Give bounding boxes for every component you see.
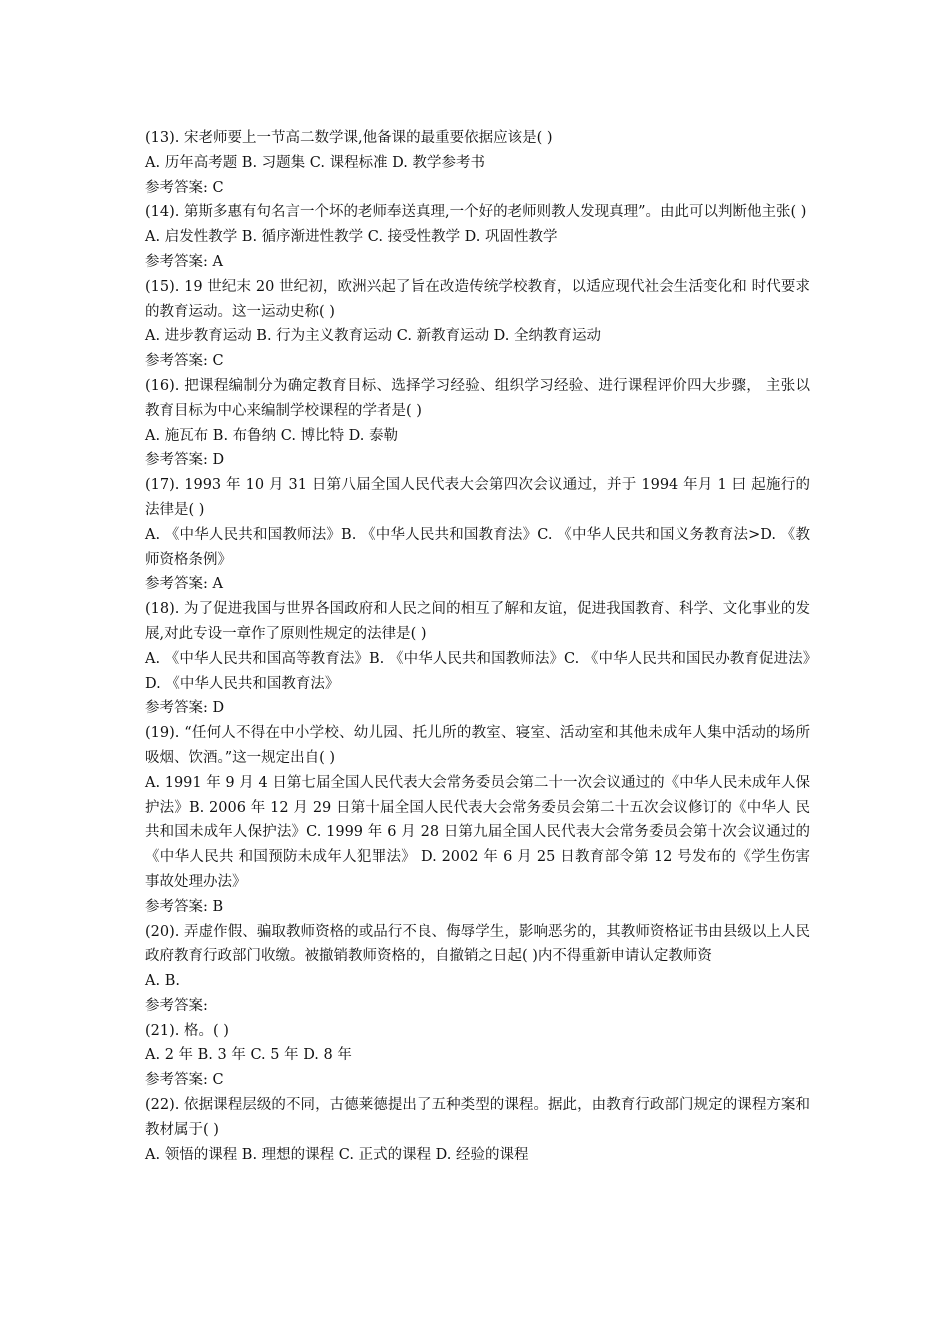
question-19: [145, 721, 810, 919]
question-options: A. 《中华人民共和国高等教育法》B. 《中华人民共和国教师法》C. 《中华人民共和国民办教育促进法》D. 《中华人民共和国教育法》: [145, 650, 810, 692]
question-answer: 参考答案:: [145, 997, 208, 1014]
question-answer: 参考答案: C: [145, 353, 224, 370]
question-stem: (14). 第斯多惠有句名言一个坏的老师奉送真理,一个好的老师则教人发现真理”。由此可以判断他主张( ): [145, 204, 807, 221]
question-answer: 参考答案: C: [145, 179, 224, 196]
question-answer: 参考答案: D: [145, 452, 225, 469]
question-stem: (18). 为了促进我国与世界各国政府和人民之间的相互了解和友谊，促进我国教育、科学、文化事业的发展,对此专设一章作了原则性规定的法律是( ): [145, 601, 810, 642]
question-answer: 参考答案: C: [145, 1072, 224, 1089]
question-answer: 参考答案: A: [145, 253, 223, 270]
question-options: A. B.: [145, 973, 180, 990]
question-options: A. 《中华人民共和国教师法》B. 《中华人民共和国教育法》C. 《中华人民共和国义务教育法>D. 《教师资格条例》: [145, 526, 810, 568]
question-14: [145, 200, 810, 274]
question-stem: (20). 弄虚作假、骗取教师资格的或品行不良、侮辱学生，影响恶劣的，其教师资格证书由县级以上人民政府教育行政部门收缴。被撤销教师资格的，自撤销之日起( )内不得重新申请认定教师资: [145, 923, 810, 965]
question-options: A. 领悟的课程 B. 理想的课程 C. 正式的课程 D. 经验的课程: [145, 1146, 529, 1163]
question-22: [145, 1093, 810, 1167]
question-stem: (22). 依据课程层级的不同，古德莱德提出了五种类型的课程。据此，由教育行政部门规定的课程方案和教材属于( ): [145, 1097, 810, 1138]
question-answer: 参考答案: A: [145, 576, 223, 593]
question-stem: (13). 宋老师要上一节高二数学课,他备课的最重要依据应该是( ): [145, 130, 553, 146]
question-options: A. 1991 年 9 月 4 日第七届全国人民代表大会常务委员会第二十一次会议通过的《中华人民未成年人保护法》B. 2006 年 12 月 29 日第十届全国人民代表大会常务委员会第二十五次会议修订的《中华人 民共和国未成年人保护法》C. 1999 年 6 月 28 日第九届全国人民代表大会常务委员会第十次会议通过的《中华人民共 和国预防未成年人犯罪法》 D. 2002 年 6 月 25 日教育部令第 12 号发布的《学生伤害事故处理办法》: [145, 774, 810, 890]
question-15: [145, 275, 810, 374]
question-13: [145, 126, 810, 200]
question-stem: (16). 把课程编制分为确定教育目标、选择学习经验、组织学习经验、进行课程评价四大步骤， 主张以教育目标为中心来编制学校课程的学者是( ): [145, 377, 810, 419]
question-18: [145, 597, 810, 721]
question-17: [145, 473, 810, 597]
question-options: A. 历年高考题 B. 习题集 C. 课程标准 D. 教学参考书: [145, 154, 486, 171]
question-20: [145, 920, 810, 1019]
question-answer: 参考答案: D: [145, 700, 225, 717]
question-stem: (19). “任何人不得在中小学校、幼儿园、托儿所的教室、寝室、活动室和其他未成年人集中活动的场所吸烟、饮酒。”这一规定出自( ): [145, 725, 810, 766]
question-stem: (15). 19 世纪末 20 世纪初，欧洲兴起了旨在改造传统学校教育，以适应现代社会生活变化和 时代要求的教育运动。这一运动史称( ): [145, 278, 810, 320]
question-answer: 参考答案: B: [145, 898, 224, 915]
question-16: [145, 374, 810, 473]
question-21: [145, 1019, 810, 1093]
question-options: A. 施瓦布 B. 布鲁纳 C. 博比特 D. 泰勒: [145, 427, 399, 444]
question-options: A. 启发性教学 B. 循序渐进性教学 C. 接受性教学 D. 巩固性教学: [145, 229, 558, 246]
question-options: A. 2 年 B. 3 年 C. 5 年 D. 8 年: [145, 1047, 352, 1064]
document-page: [145, 126, 810, 1167]
question-stem: (21). 格。( ): [145, 1022, 229, 1039]
question-stem: (17). 1993 年 10 月 31 日第八届全国人民代表大会第四次会议通过，并于 1994 年月 1 曰 起施行的法律是( ): [145, 477, 810, 518]
question-options: A. 进步教育运动 B. 行为主义教育运动 C. 新教育运动 D. 全纳教育运动: [145, 328, 602, 345]
